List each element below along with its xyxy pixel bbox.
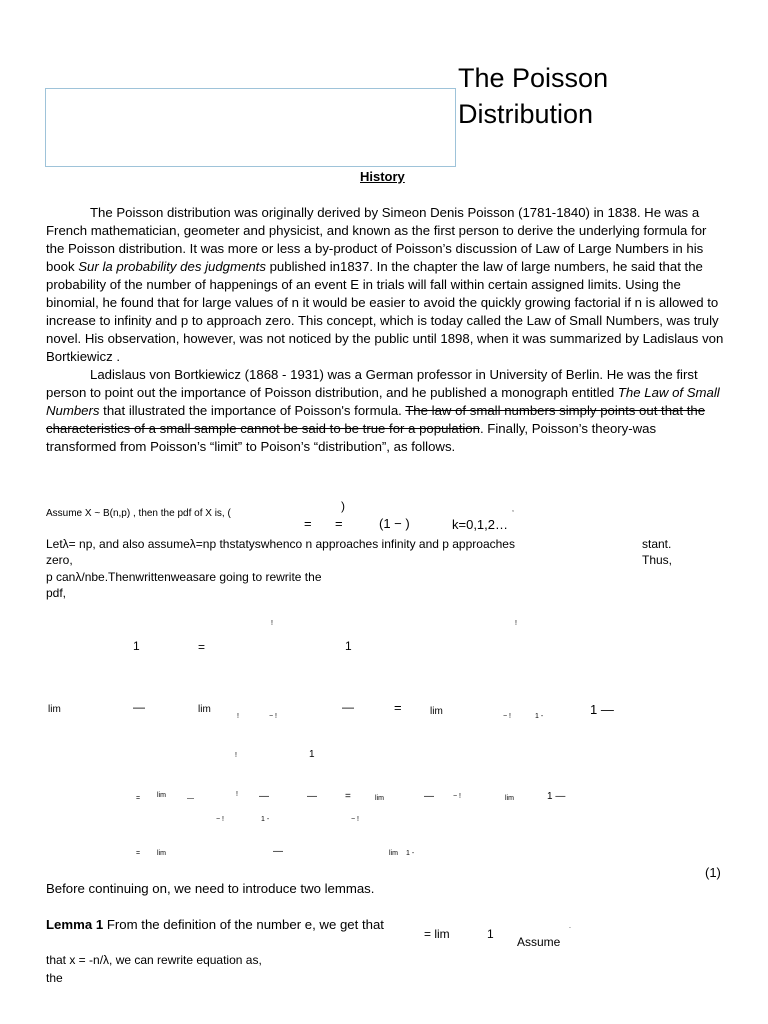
- row5-dash: —: [273, 846, 283, 857]
- row4-bits: − !: [453, 793, 461, 800]
- lim-8: lim: [389, 850, 398, 857]
- row4-sub-b: 1 -: [261, 816, 270, 823]
- fact-d: !: [235, 752, 237, 759]
- book-title: Sur la probability des judgments: [78, 259, 266, 274]
- para1-end: published in1837. In the chapter the law of large numbers, he said that the probability of the number of happenings of an event E in trials will fall within certain assigned limits. Using the binomial, he found that for large values of n it would be easier to avoid the quickly growing factorial if n is allowed to increase to infinity and p to approach zero. This concept, which is today called the Law of Small Numbers, was truly novel. His observation, however, was not noticed by the public until 1898, when it was summarized by Ladislaus von Bortkiewicz .: [46, 259, 724, 364]
- row3-equals: =: [394, 700, 402, 715]
- title-frame: [45, 88, 456, 167]
- lim-2: lim: [198, 704, 211, 715]
- row1-one-b: 1: [345, 639, 352, 653]
- lemma-eq-lim: = lim: [424, 927, 450, 941]
- fact-b: !: [515, 620, 517, 627]
- eq-equals-2: =: [335, 516, 343, 531]
- lemma-1: [46, 916, 391, 934]
- lim-3: lim: [430, 706, 443, 717]
- thus-text: Thus,: [642, 553, 673, 567]
- struck-text: The law of small numbers simply points out that the characteristics of a small sample cannot be said to be true for a population: [46, 403, 706, 436]
- p-can-line: p canλ/nbe.Thenwrittenweasare going to rewrite the: [46, 570, 322, 584]
- page-title: [458, 60, 608, 132]
- stant-text: stant.: [642, 537, 672, 551]
- lemma-text: From the definition of the number e, we get that: [103, 917, 384, 932]
- paragraph-history-1: [46, 204, 726, 366]
- title-line-2: Distribution: [458, 99, 594, 129]
- row4-dash-c: —: [307, 791, 317, 802]
- eq-equals-1: =: [304, 516, 312, 531]
- row4-sub-c: − !: [351, 816, 359, 823]
- row4-equals: =: [136, 795, 141, 802]
- fact-c: !: [237, 713, 239, 720]
- rewrite-line: that x = -n/λ, we can rewrite equation as,: [46, 953, 262, 967]
- monograph-title: The Law of Small Numbers: [46, 385, 720, 418]
- row4-equals-b: =: [345, 791, 351, 802]
- dash-1: —: [133, 700, 145, 714]
- row4-dash-a: —: [187, 795, 194, 802]
- the-text: the: [46, 971, 63, 985]
- row4-dash-b: —: [259, 791, 269, 802]
- lim-5: lim: [375, 795, 384, 802]
- one-minus-big-a: 1 —: [590, 702, 614, 717]
- eq-k-range: k=0,1,2…: [452, 517, 509, 532]
- row1-one-a: 1: [133, 639, 140, 653]
- row4-dash-d: —: [424, 791, 434, 802]
- pdf-text: pdf,: [46, 586, 67, 600]
- history-heading: History: [360, 169, 405, 184]
- zero-text: zero,: [46, 553, 73, 567]
- row4-sub-a: − !: [216, 816, 224, 823]
- lemma-dot: .: [569, 923, 571, 930]
- eq-one-minus: (1 − ): [379, 516, 410, 531]
- para2-mid: that illustrated the importance of Poisson's formula.: [99, 403, 406, 418]
- paragraph-history-2: [46, 366, 726, 456]
- one-minus-small-b: 1 -: [406, 850, 415, 857]
- eq-comma: ,: [512, 506, 514, 513]
- para2-end: . Finally, Poisson’s theory-was transformed from Poisson’s “limit” to Poison’s “distribution”, as follows.: [46, 421, 657, 454]
- fact-e: !: [236, 791, 238, 798]
- eq-paren: ): [341, 499, 345, 513]
- let-lambda-line: Letλ= np, and also assumeλ=np thstatyswhenco n approaches infinity and p approaches: [46, 537, 515, 551]
- lim-6: lim: [505, 795, 514, 802]
- row1-equals: =: [198, 640, 206, 654]
- lemma-label: Lemma 1: [46, 917, 104, 932]
- one-minus-big-b: 1 —: [547, 791, 566, 802]
- row3-bits: − !: [269, 713, 277, 720]
- one-minus-small-a: 1 -: [535, 713, 544, 720]
- dash-2: —: [342, 700, 354, 714]
- lim-7: lim: [157, 850, 166, 857]
- para2-text: Ladislaus von Bortkiewicz (1868 - 1931) was a German professor in University of Berlin. He was the first person to point out the importance of Poisson distribution, and he published a monograph entitled: [46, 367, 698, 400]
- row3-bits-b: − !: [503, 713, 511, 720]
- lim-4: lim: [157, 792, 166, 799]
- title-line-1: The Poisson: [458, 63, 609, 93]
- one-small-a: 1: [309, 749, 315, 760]
- row5-equals: =: [136, 850, 141, 857]
- para1-text: The Poisson distribution was originally derived by Simeon Denis Poisson (1781-1840) in 1838. He was a French mathematician, geometer and physicist, and known as the first person to derive the underlying formula for the Poisson distribution. It was more or less a by-product of Poisson’s discussion of Law of Large Numbers in his book: [46, 205, 707, 274]
- lemma-eq-one: 1: [487, 927, 494, 941]
- assume-word: Assume: [517, 935, 561, 949]
- fact-a: !: [271, 620, 273, 627]
- equation-number: (1): [705, 865, 721, 880]
- before-continuing: Before continuing on, we need to introduce two lemmas.: [46, 881, 375, 896]
- lim-1: lim: [48, 704, 61, 715]
- assume-binomial: Assume X ~ B(n,p) , then the pdf of X is, (: [46, 508, 231, 519]
